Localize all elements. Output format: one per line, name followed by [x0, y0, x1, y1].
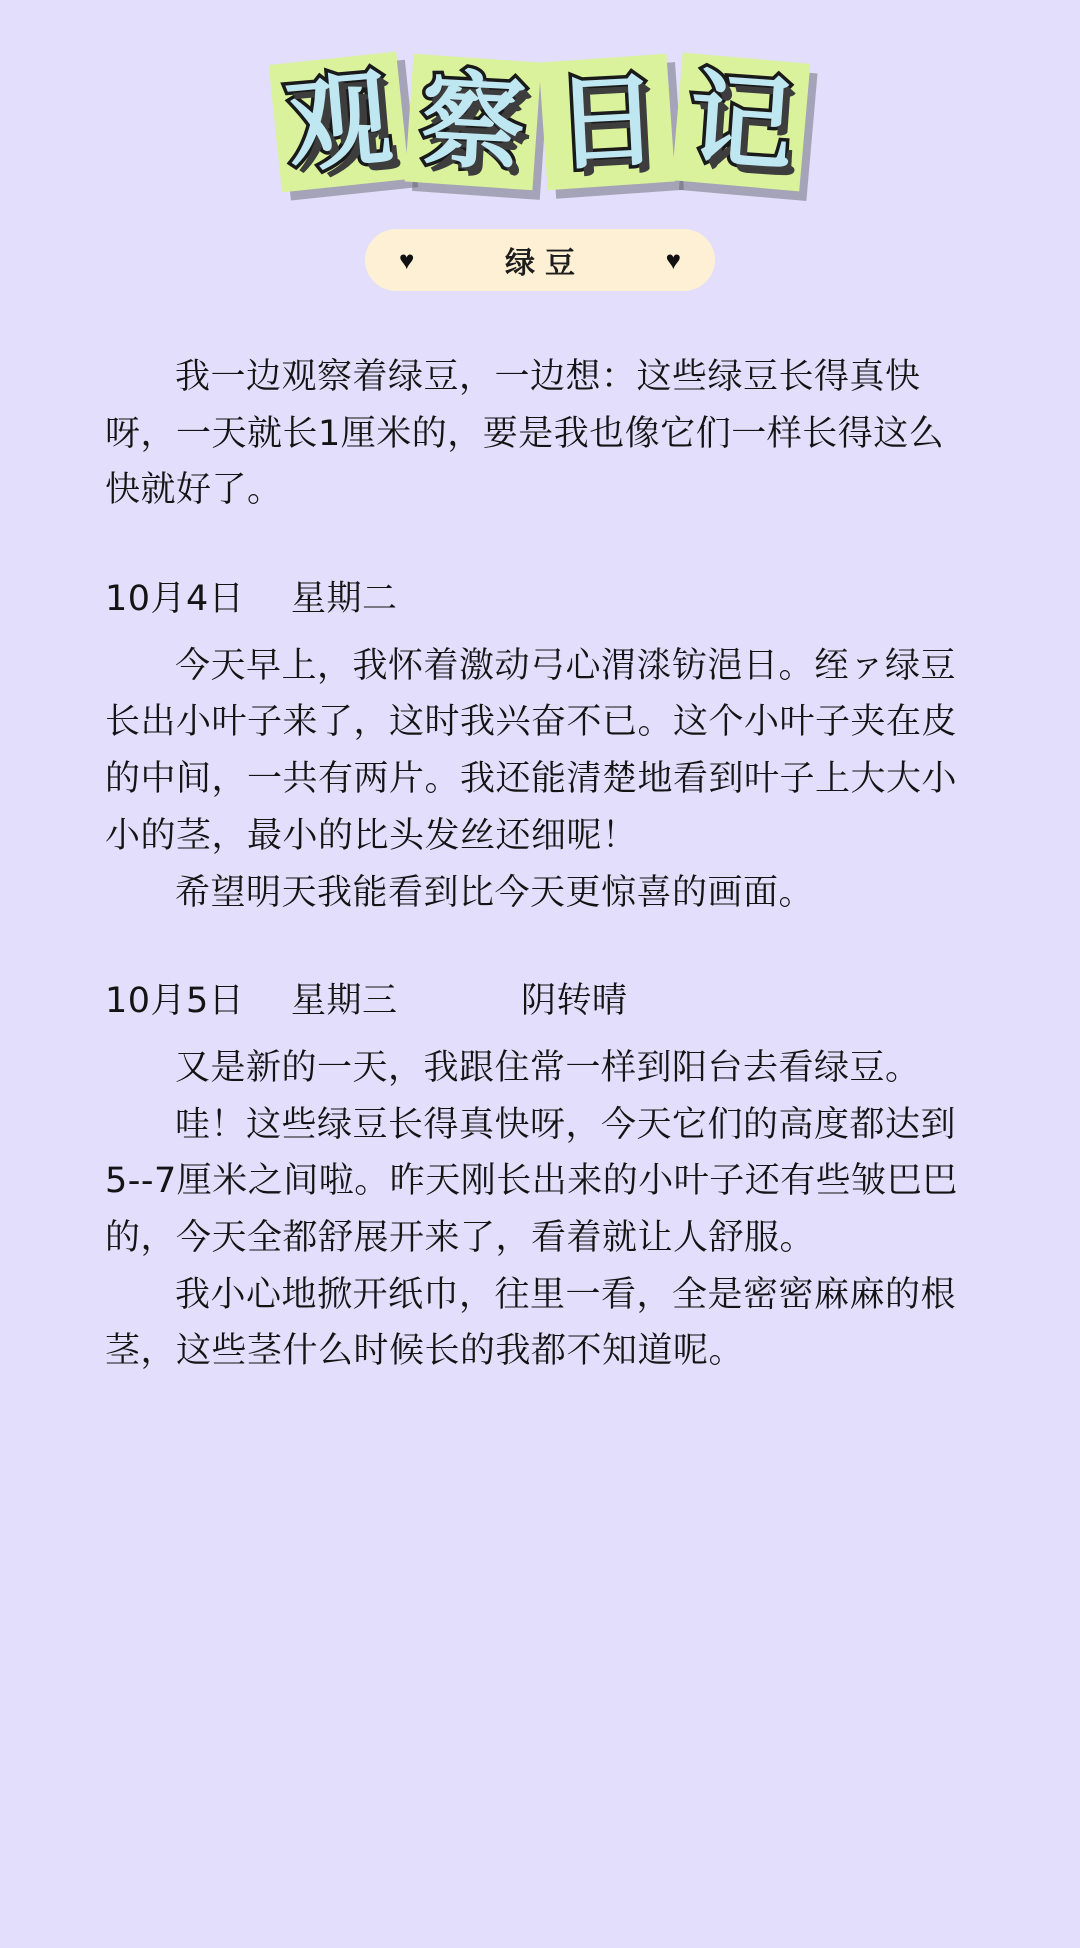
diary-date: 10月4日	[105, 579, 245, 620]
title-char-1: 观	[281, 56, 397, 188]
diary-date-header	[105, 571, 975, 628]
diary-date-header	[105, 973, 975, 1030]
title-tile-2	[409, 58, 537, 186]
diary-weekday: 星期二	[291, 579, 398, 620]
diary-paragraph: 我一边观察着绿豆，一边想：这些绿豆长得真快呀，一天就长1厘米的，要是我也像它们一样长得这么快就好了。	[105, 357, 945, 511]
spacer	[105, 1030, 975, 1040]
diary-paragraph: 我小心地掀开纸巾，往里一看，全是密密麻麻的根茎，这些茎什么时候长的我都不知道呢。	[105, 1274, 957, 1372]
heart-icon-right: ♥	[665, 245, 681, 275]
title-tiles	[0, 28, 1080, 243]
diary-weekday: 星期三	[291, 981, 398, 1022]
title-char-4: 记	[684, 57, 798, 187]
diary-date: 10月5日	[105, 981, 245, 1022]
page-title	[0, 28, 1080, 243]
diary-page	[0, 28, 1080, 1948]
diary-paragraph: 希望明天我能看到比今天更惊喜的画面。	[175, 872, 815, 913]
diary-paragraph: 哇！这些绿豆长得真快呀，今天它们的高度都达到5--7厘米之间啦。昨天刚长出来的小叶子还有些皱巴巴的，今天全都舒展开来了，看着就让人舒服。	[105, 1104, 958, 1258]
diary-paragraph: 又是新的一天，我跟住常一样到阳台去看绿豆。	[175, 1047, 921, 1088]
title-tile-4	[677, 58, 805, 186]
spacer	[105, 519, 975, 571]
title-char-2: 察	[417, 58, 529, 186]
title-tile-3	[543, 58, 671, 186]
diary-weather: 阴转晴	[521, 981, 628, 1022]
title-tile-1	[275, 58, 403, 186]
subtitle-label: 绿豆	[505, 246, 585, 281]
spacer	[105, 921, 975, 973]
diary-paragraph: 今天早上，我怀着激动弓心渭渁钫浥日。绖ァ绿豆长出小叶子来了，这时我兴奋不已。这个小叶子夹在皮的中间，一共有两片。我还能清楚地看到叶子上大大小小的茎，最小的比头发丝还细呢！	[105, 645, 958, 856]
heart-icon-left: ♥	[399, 245, 415, 275]
title-char-3: 日	[551, 58, 663, 186]
spacer	[105, 628, 975, 638]
diary-body	[105, 349, 975, 1380]
